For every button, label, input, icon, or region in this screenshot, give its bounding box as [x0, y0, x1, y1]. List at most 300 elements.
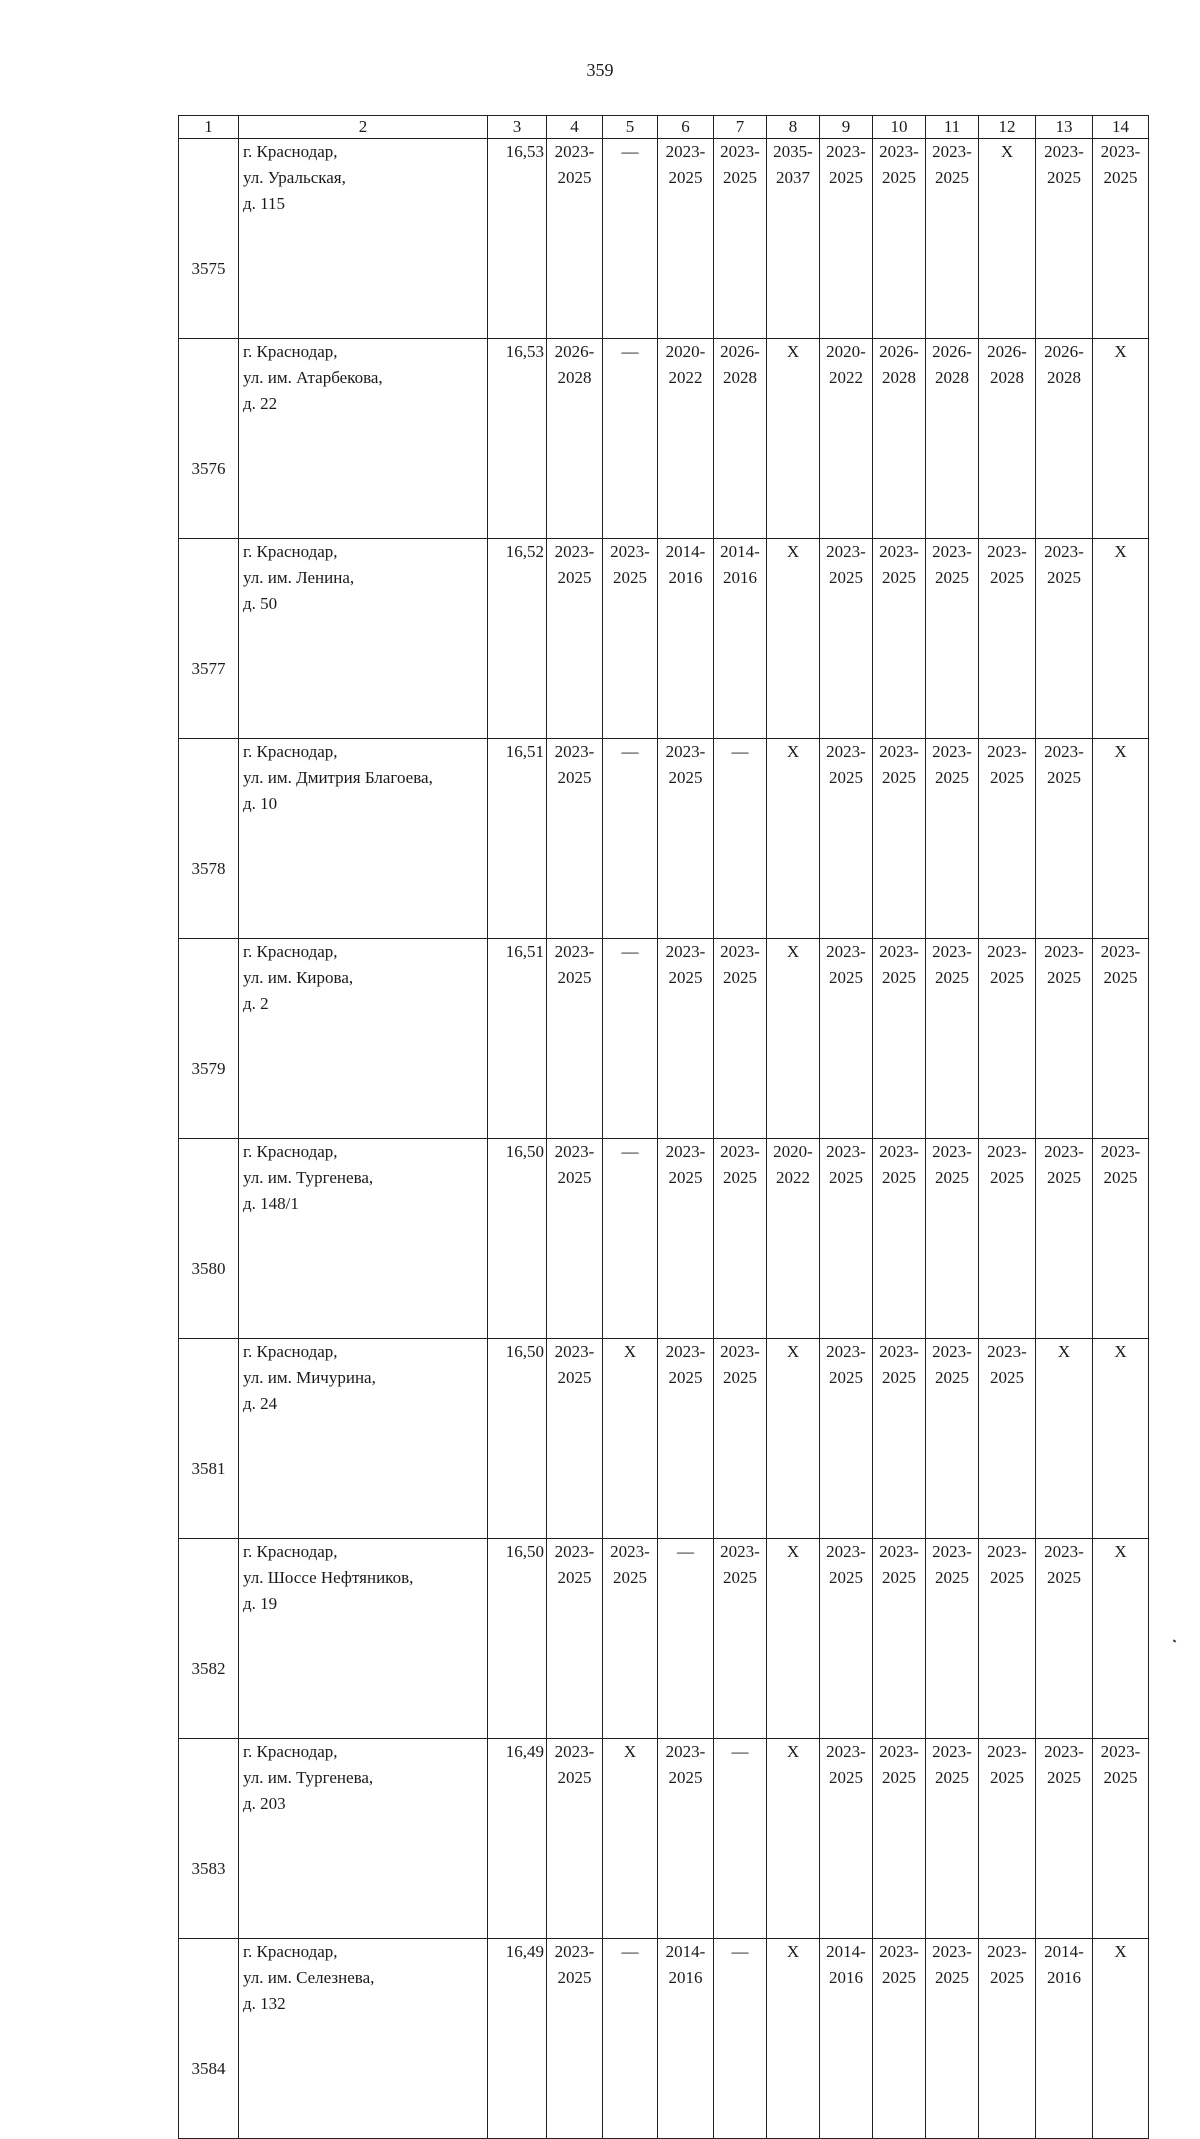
period-line: 2025 [1103, 1768, 1138, 1787]
period-line: 2020- [826, 342, 866, 361]
period-line: 2026- [554, 342, 595, 361]
column-header: 9 [820, 116, 873, 139]
period-cell [873, 739, 926, 939]
period-cell [714, 739, 767, 939]
x-mark: X [786, 1942, 800, 1961]
period-line: 2023- [665, 742, 706, 761]
period-line: 2023- [826, 542, 866, 561]
period-line: 2023- [554, 1942, 595, 1961]
x-mark: X [1000, 142, 1014, 161]
address-line: ул. им. Дмитрия Благоева, [243, 768, 433, 787]
table-row [179, 939, 1149, 1139]
period-line: 2023- [879, 742, 919, 761]
period-line: 2025 [882, 1168, 916, 1187]
period-line: 2023- [932, 542, 972, 561]
period-line: 2026- [1044, 342, 1084, 361]
period-cell [714, 139, 767, 339]
period-cell [1036, 339, 1093, 539]
value-text: 16,53 [505, 342, 544, 361]
period-cell [714, 1739, 767, 1939]
period-cell [820, 1739, 873, 1939]
period-line: 2023- [554, 142, 595, 161]
period-cell [926, 1139, 979, 1339]
x-mark: X [786, 1542, 800, 1561]
period-line: 2023- [720, 142, 760, 161]
period-line: 2023- [826, 1742, 866, 1761]
address-line: г. Краснодар, [243, 1142, 338, 1161]
period-line: 2023- [1100, 1142, 1141, 1161]
period-line: 2025 [829, 568, 863, 587]
period-cell [820, 1339, 873, 1539]
period-line: 2014- [720, 542, 760, 561]
period-line: 2025 [882, 568, 916, 587]
period-cell [547, 739, 603, 939]
period-cell [547, 339, 603, 539]
period-line: 2025 [723, 1168, 757, 1187]
row-number: 3582 [179, 1539, 239, 1739]
period-line: 2026- [987, 342, 1027, 361]
period-line: 2023- [826, 742, 866, 761]
period-line: 2025 [935, 1768, 969, 1787]
period-line: 2025 [829, 1168, 863, 1187]
period-cell [767, 1139, 820, 1339]
period-line: 2025 [1047, 768, 1081, 787]
x-mark: X [623, 1342, 637, 1361]
period-line: 2023- [932, 942, 972, 961]
value-cell [488, 939, 547, 1139]
period-line: 2023- [1100, 942, 1141, 961]
period-cell [979, 1939, 1036, 2139]
period-line: 2025 [1103, 1168, 1138, 1187]
period-line: 2025 [668, 168, 703, 187]
x-mark: X [1114, 1542, 1127, 1561]
period-line: 2016 [1047, 1968, 1081, 1987]
period-line: 2023- [879, 142, 919, 161]
value-cell [488, 739, 547, 939]
row-number: 3576 [179, 339, 239, 539]
period-line: 2023- [932, 142, 972, 161]
period-cell [547, 1739, 603, 1939]
period-line: 2025 [829, 168, 863, 187]
period-cell [926, 939, 979, 1139]
period-line: 2025 [723, 168, 757, 187]
period-cell [979, 139, 1036, 339]
value-text: 16,49 [505, 1942, 544, 1961]
period-line: 2025 [882, 1968, 916, 1987]
address-line: д. 203 [243, 1794, 286, 1813]
period-line: 2025 [668, 1368, 703, 1387]
address-line: ул. им. Кирова, [243, 968, 354, 987]
period-cell [926, 1339, 979, 1539]
period-line: 2023- [826, 1342, 866, 1361]
period-cell [603, 739, 658, 939]
dash-mark: — [731, 742, 749, 761]
period-line: 2025 [829, 1568, 863, 1587]
period-cell [820, 139, 873, 339]
table-row [179, 339, 1149, 539]
period-cell [1093, 539, 1149, 739]
period-cell [1093, 1339, 1149, 1539]
period-line: 2025 [557, 1168, 592, 1187]
column-header: 6 [658, 116, 714, 139]
row-number: 3577 [179, 539, 239, 739]
period-line: 2025 [829, 1768, 863, 1787]
address-line: д. 115 [243, 194, 286, 213]
column-header: 4 [547, 116, 603, 139]
dash-mark: — [621, 942, 639, 961]
period-cell [873, 339, 926, 539]
value-cell [488, 1739, 547, 1939]
period-line: 2025 [557, 1968, 592, 1987]
address-line: ул. им. Селезнева, [243, 1968, 375, 1987]
period-cell [1093, 1939, 1149, 2139]
value-text: 16,51 [505, 742, 544, 761]
column-header: 13 [1036, 116, 1093, 139]
period-line: 2025 [882, 768, 916, 787]
period-cell [1036, 1539, 1093, 1739]
address-line: д. 24 [243, 1394, 278, 1413]
period-cell [873, 1339, 926, 1539]
page-number: 359 [586, 60, 614, 80]
period-line: 2023- [879, 1342, 919, 1361]
address-cell [239, 339, 488, 539]
address-line: г. Краснодар, [243, 1942, 338, 1961]
value-text: 16,53 [505, 142, 544, 161]
period-cell [767, 939, 820, 1139]
period-line: 2025 [935, 1168, 969, 1187]
address-line: ул. им. Мичурина, [243, 1368, 376, 1387]
period-cell [1036, 939, 1093, 1139]
period-line: 2025 [613, 568, 647, 587]
period-line: 2023- [879, 942, 919, 961]
x-mark: X [1114, 1342, 1127, 1361]
row-number: 3575 [179, 139, 239, 339]
period-line: 2025 [882, 968, 916, 987]
period-line: 2023- [987, 1342, 1027, 1361]
period-line: 2025 [557, 1568, 592, 1587]
period-line: 2023- [665, 942, 706, 961]
column-header: 14 [1093, 116, 1149, 139]
table-row [179, 1739, 1149, 1939]
period-cell [926, 539, 979, 739]
period-line: 2014- [826, 1942, 866, 1961]
period-cell [603, 939, 658, 1139]
period-line: 2037 [776, 168, 810, 187]
table-row [179, 1339, 1149, 1539]
value-cell [488, 339, 547, 539]
address-line: г. Краснодар, [243, 342, 338, 361]
period-line: 2028 [1047, 368, 1081, 387]
period-line: 2025 [935, 1568, 969, 1587]
table-row [179, 1139, 1149, 1339]
period-line: 2025 [829, 1368, 863, 1387]
period-line: 2025 [990, 568, 1024, 587]
period-line: 2023- [932, 742, 972, 761]
period-line: 2023- [932, 1742, 972, 1761]
period-line: 2025 [557, 568, 592, 587]
period-cell [873, 539, 926, 739]
period-line: 2022 [776, 1168, 810, 1187]
period-line: 2016 [723, 568, 757, 587]
value-text: 16,50 [505, 1142, 544, 1161]
period-line: 2023- [665, 142, 706, 161]
period-line: 2025 [557, 168, 592, 187]
period-line: 2023- [1044, 1142, 1084, 1161]
period-line: 2023- [554, 1342, 595, 1361]
period-line: 2035- [773, 142, 813, 161]
address-cell [239, 539, 488, 739]
dash-mark: — [621, 1142, 639, 1161]
period-line: 2023- [826, 1142, 866, 1161]
period-cell [926, 739, 979, 939]
period-line: 2023- [720, 1342, 760, 1361]
period-line: 2023- [987, 1542, 1027, 1561]
column-header: 3 [488, 116, 547, 139]
period-line: 2023- [1044, 742, 1084, 761]
period-cell [979, 1539, 1036, 1739]
period-line: 2022 [829, 368, 863, 387]
period-line: 2026- [932, 342, 972, 361]
period-cell [714, 939, 767, 1139]
period-line: 2023- [879, 1742, 919, 1761]
dash-mark: — [731, 1942, 749, 1961]
period-line: 2023- [610, 1542, 650, 1561]
period-cell [603, 339, 658, 539]
period-cell [1036, 139, 1093, 339]
period-cell [926, 139, 979, 339]
period-line: 2025 [1047, 1568, 1081, 1587]
period-cell [926, 1739, 979, 1939]
period-line: 2023- [610, 542, 650, 561]
period-cell [1036, 1939, 1093, 2139]
period-cell [767, 1539, 820, 1739]
period-line: 2025 [935, 1368, 969, 1387]
period-cell [1093, 739, 1149, 939]
period-line: 2023- [826, 942, 866, 961]
x-mark: X [1114, 1942, 1127, 1961]
period-line: 2025 [829, 968, 863, 987]
value-cell [488, 1139, 547, 1339]
column-header: 8 [767, 116, 820, 139]
period-cell [1036, 1739, 1093, 1939]
column-header: 7 [714, 116, 767, 139]
period-cell [767, 1739, 820, 1939]
period-line: 2014- [1044, 1942, 1084, 1961]
period-line: 2022 [668, 368, 703, 387]
period-line: 2025 [1047, 1168, 1081, 1187]
period-cell [767, 739, 820, 939]
period-line: 2023- [987, 942, 1027, 961]
period-cell [820, 1539, 873, 1739]
period-line: 2023- [1100, 142, 1141, 161]
address-line: г. Краснодар, [243, 142, 338, 161]
period-line: 2023- [879, 542, 919, 561]
period-line: 2023- [554, 1142, 595, 1161]
period-line: 2025 [557, 1768, 592, 1787]
period-line: 2023- [1044, 1542, 1084, 1561]
value-text: 16,50 [505, 1342, 544, 1361]
period-line: 2016 [668, 1968, 703, 1987]
period-cell [547, 1339, 603, 1539]
period-line: 2025 [557, 768, 592, 787]
period-line: 2023- [1044, 942, 1084, 961]
value-cell [488, 139, 547, 339]
period-cell [658, 1339, 714, 1539]
period-line: 2023- [720, 942, 760, 961]
period-line: 2025 [668, 1768, 703, 1787]
period-line: 2023- [987, 1142, 1027, 1161]
period-cell [603, 1939, 658, 2139]
address-cell [239, 739, 488, 939]
period-cell [658, 1939, 714, 2139]
register-table [178, 115, 1149, 2139]
period-cell [820, 1939, 873, 2139]
period-cell [873, 1739, 926, 1939]
period-cell [873, 1939, 926, 2139]
period-cell [1093, 139, 1149, 339]
period-line: 2025 [723, 1368, 757, 1387]
dash-mark: — [621, 342, 639, 361]
period-line: 2028 [882, 368, 916, 387]
period-line: 2023- [879, 1142, 919, 1161]
address-line: ул. им. Тургенева, [243, 1768, 374, 1787]
row-number: 3583 [179, 1739, 239, 1939]
period-cell [1093, 1139, 1149, 1339]
period-cell [926, 339, 979, 539]
address-line: д. 132 [243, 1994, 286, 2013]
period-line: 2025 [882, 1768, 916, 1787]
period-cell [714, 1539, 767, 1739]
period-line: 2023- [554, 942, 595, 961]
period-cell [658, 139, 714, 339]
period-cell [820, 339, 873, 539]
period-cell [767, 339, 820, 539]
period-cell [767, 539, 820, 739]
address-line: д. 22 [243, 394, 278, 413]
period-cell [767, 1939, 820, 2139]
period-cell [547, 139, 603, 339]
period-line: 2028 [935, 368, 969, 387]
address-cell [239, 1339, 488, 1539]
x-mark: X [1114, 542, 1127, 561]
table-row [179, 1939, 1149, 2139]
period-cell [767, 139, 820, 339]
period-line: 2025 [882, 1568, 916, 1587]
table-row [179, 739, 1149, 939]
period-line: 2025 [990, 968, 1024, 987]
address-line: г. Краснодар, [243, 542, 338, 561]
column-header: 10 [873, 116, 926, 139]
period-cell [658, 1539, 714, 1739]
address-line: г. Краснодар, [243, 1542, 338, 1561]
period-line: 2023- [1044, 142, 1084, 161]
value-cell [488, 539, 547, 739]
period-cell [1093, 1539, 1149, 1739]
header-row [179, 116, 1149, 139]
period-line: 2025 [990, 1368, 1024, 1387]
period-line: 2016 [829, 1968, 863, 1987]
period-cell [1093, 939, 1149, 1139]
period-line: 2025 [1047, 568, 1081, 587]
period-line: 2023- [932, 1542, 972, 1561]
period-line: 2028 [990, 368, 1024, 387]
table-row [179, 1539, 1149, 1739]
period-line: 2025 [723, 1568, 757, 1587]
period-line: 2014- [665, 1942, 706, 1961]
period-cell [714, 339, 767, 539]
period-cell [603, 1539, 658, 1739]
period-cell [1093, 339, 1149, 539]
address-cell [239, 1539, 488, 1739]
period-cell [714, 539, 767, 739]
period-cell [547, 1139, 603, 1339]
period-line: 2023- [720, 1142, 760, 1161]
value-cell [488, 1539, 547, 1739]
period-cell [979, 1339, 1036, 1539]
address-line: г. Краснодар, [243, 742, 338, 761]
period-cell [603, 1339, 658, 1539]
period-cell [547, 1939, 603, 2139]
value-text: 16,50 [505, 1542, 544, 1561]
period-line: 2026- [879, 342, 919, 361]
period-line: 2023- [826, 1542, 866, 1561]
period-cell [714, 1939, 767, 2139]
column-header: 2 [239, 116, 488, 139]
period-line: 2025 [557, 968, 592, 987]
dash-mark: — [621, 1942, 639, 1961]
period-line: 2025 [829, 768, 863, 787]
period-line: 2025 [1103, 168, 1138, 187]
x-mark: X [786, 942, 800, 961]
period-cell [820, 939, 873, 1139]
column-header: 11 [926, 116, 979, 139]
dash-mark: — [621, 142, 639, 161]
period-line: 2025 [935, 968, 969, 987]
period-line: 2023- [1044, 542, 1084, 561]
address-line: д. 50 [243, 594, 278, 613]
period-cell [979, 1139, 1036, 1339]
value-text: 16,49 [505, 1742, 544, 1761]
x-mark: X [1114, 342, 1127, 361]
x-mark: X [786, 1342, 800, 1361]
period-cell [979, 539, 1036, 739]
x-mark: X [1114, 742, 1127, 761]
period-line: 2025 [882, 1368, 916, 1387]
period-cell [658, 1739, 714, 1939]
row-number: 3580 [179, 1139, 239, 1339]
period-cell [926, 1539, 979, 1739]
period-line: 2023- [932, 1942, 972, 1961]
period-line: 2023- [1044, 1742, 1084, 1761]
address-line: ул. Уральская, [243, 168, 346, 187]
address-line: ул. им. Тургенева, [243, 1168, 374, 1187]
address-cell [239, 139, 488, 339]
period-line: 2028 [723, 368, 757, 387]
period-line: 2023- [665, 1342, 706, 1361]
value-cell [488, 1939, 547, 2139]
period-cell [547, 939, 603, 1139]
period-line: 2025 [935, 568, 969, 587]
period-line: 2025 [882, 168, 916, 187]
period-cell [926, 1939, 979, 2139]
period-line: 2025 [990, 1768, 1024, 1787]
period-line: 2023- [987, 742, 1027, 761]
period-line: 2025 [1047, 968, 1081, 987]
period-line: 2028 [557, 368, 592, 387]
period-cell [1093, 1739, 1149, 1939]
period-line: 2014- [665, 542, 706, 561]
period-line: 2025 [723, 968, 757, 987]
